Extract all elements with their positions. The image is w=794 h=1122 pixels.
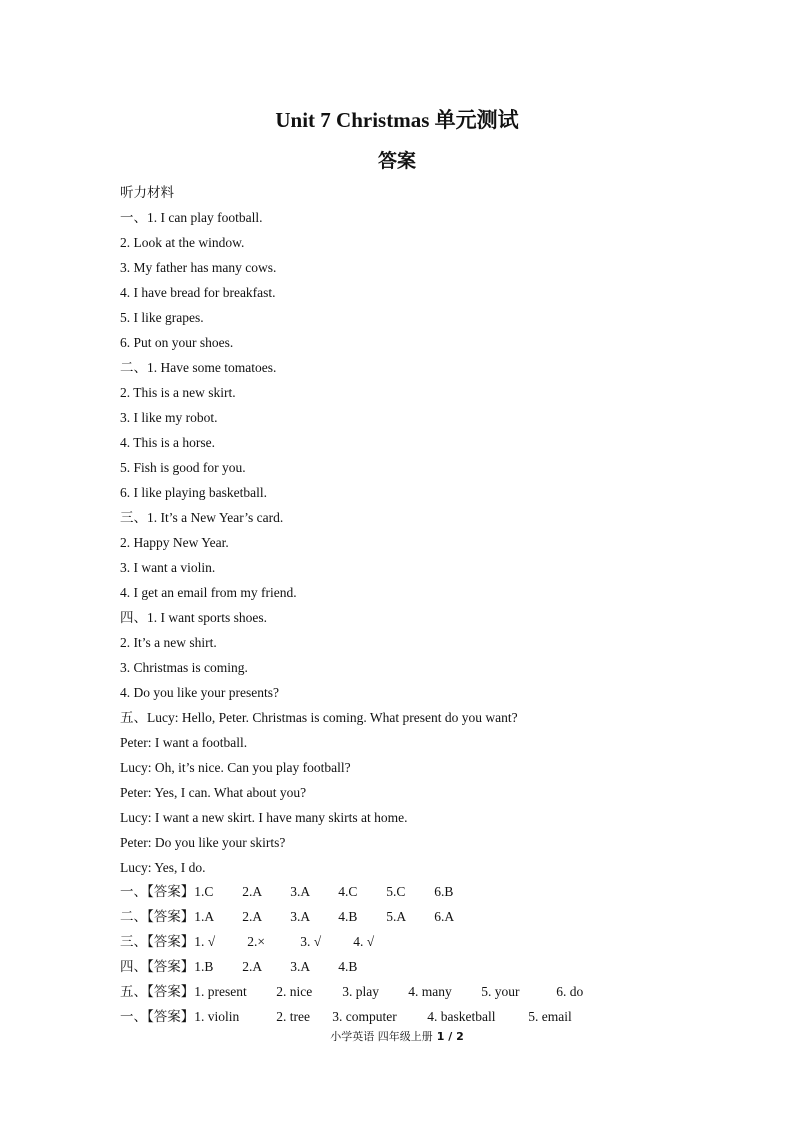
- listening-line: 2. Happy New Year.: [120, 535, 229, 550]
- answer-item: 4. √: [353, 934, 375, 949]
- answer-item: 3. play: [342, 984, 379, 999]
- answer-row: [120, 979, 780, 1004]
- answer-item: 3. √: [300, 934, 322, 949]
- answer-item: 1. violin: [194, 1009, 240, 1024]
- answer-prefix: 一、【答案】: [120, 1009, 195, 1024]
- page-footer: [0, 1028, 794, 1044]
- listening-line: 2. Look at the window.: [120, 235, 245, 250]
- listening-line: Peter: Yes, I can. What about you?: [120, 785, 307, 800]
- listening-line: Peter: I want a football.: [120, 735, 248, 750]
- document-subtitle: 答案: [377, 150, 416, 172]
- answer-item: 1.B: [194, 959, 214, 974]
- listening-material: [120, 180, 760, 880]
- answer-prefix: 三、【答案】: [120, 934, 195, 949]
- listening-line: 4. This is a horse.: [120, 435, 215, 450]
- listening-line: Lucy: Yes, I do.: [120, 860, 206, 875]
- answer-item: 4.B: [338, 909, 358, 924]
- answer-item: 3.A: [290, 909, 311, 924]
- document-title: Unit 7 Christmas 单元测试: [275, 108, 519, 132]
- answer-item: 1. present: [194, 984, 247, 999]
- answer-item: 4. basketball: [427, 1009, 496, 1024]
- listening-line: 一、1. I can play football.: [120, 210, 263, 225]
- listening-line: 3. I like my robot.: [120, 410, 218, 425]
- answer-item: 4.C: [338, 884, 358, 899]
- listening-line: 4. I have bread for breakfast.: [120, 285, 276, 300]
- answer-key: [120, 879, 780, 1029]
- answer-item: 5. your: [481, 984, 520, 999]
- answer-item: 5. email: [528, 1009, 572, 1024]
- listening-line: 二、1. Have some tomatoes.: [120, 360, 277, 375]
- answer-row: [120, 954, 780, 979]
- answer-prefix: 五、【答案】: [120, 984, 195, 999]
- answer-item: 3.A: [290, 884, 311, 899]
- listening-line: 五、Lucy: Hello, Peter. Christmas is coming. What present do you want?: [120, 710, 518, 725]
- answer-prefix: 二、【答案】: [120, 909, 195, 924]
- answer-item: 3. computer: [332, 1009, 397, 1024]
- answer-row: [120, 1004, 780, 1029]
- listening-line: 4. Do you like your presents?: [120, 685, 279, 700]
- listening-line: 5. I like grapes.: [120, 310, 204, 325]
- answer-prefix: 四、【答案】: [120, 959, 195, 974]
- listening-line: 5. Fish is good for you.: [120, 460, 246, 475]
- listening-line: 4. I get an email from my friend.: [120, 585, 297, 600]
- footer-text: 小学英语 四年级上册: [330, 1030, 433, 1043]
- listening-line: 三、1. It’s a New Year’s card.: [120, 510, 284, 525]
- section-label: 听力材料: [120, 185, 174, 200]
- answer-item: 1.A: [194, 909, 215, 924]
- answer-item: 5.C: [386, 884, 406, 899]
- answer-item: 1.C: [194, 884, 214, 899]
- listening-line: Peter: Do you like your skirts?: [120, 835, 286, 850]
- answer-item: 2. tree: [276, 1009, 310, 1024]
- listening-line: 3. Christmas is coming.: [120, 660, 248, 675]
- answer-item: 2.A: [242, 959, 263, 974]
- answer-item: 3.A: [290, 959, 311, 974]
- listening-line: 2. This is a new skirt.: [120, 385, 236, 400]
- answer-item: 2.×: [247, 934, 265, 949]
- answer-item: 4.B: [338, 959, 358, 974]
- listening-line: Lucy: I want a new skirt. I have many skirts at home.: [120, 810, 408, 825]
- listening-line: 6. I like playing basketball.: [120, 485, 267, 500]
- answer-item: 4. many: [408, 984, 452, 999]
- answer-row: [120, 904, 780, 929]
- answer-item: 5.A: [386, 909, 407, 924]
- listening-line: 3. I want a violin.: [120, 560, 216, 575]
- answer-item: 6. do: [556, 984, 584, 999]
- listening-line: 2. It’s a new shirt.: [120, 635, 217, 650]
- listening-line: 6. Put on your shoes.: [120, 335, 234, 350]
- answer-row: [120, 929, 780, 954]
- answer-item: 2.A: [242, 884, 263, 899]
- listening-line: 3. My father has many cows.: [120, 260, 277, 275]
- answer-prefix: 一、【答案】: [120, 884, 195, 899]
- answer-item: 1. √: [194, 934, 216, 949]
- listening-line: Lucy: Oh, it’s nice. Can you play football?: [120, 760, 351, 775]
- answer-item: 2.A: [242, 909, 263, 924]
- listening-line: 四、1. I want sports shoes.: [120, 610, 267, 625]
- answer-item: 6.A: [434, 909, 455, 924]
- page-number: 1 / 2: [436, 1030, 464, 1043]
- answer-item: 6.B: [434, 884, 454, 899]
- answer-item: 2. nice: [276, 984, 313, 999]
- answer-row: [120, 879, 780, 904]
